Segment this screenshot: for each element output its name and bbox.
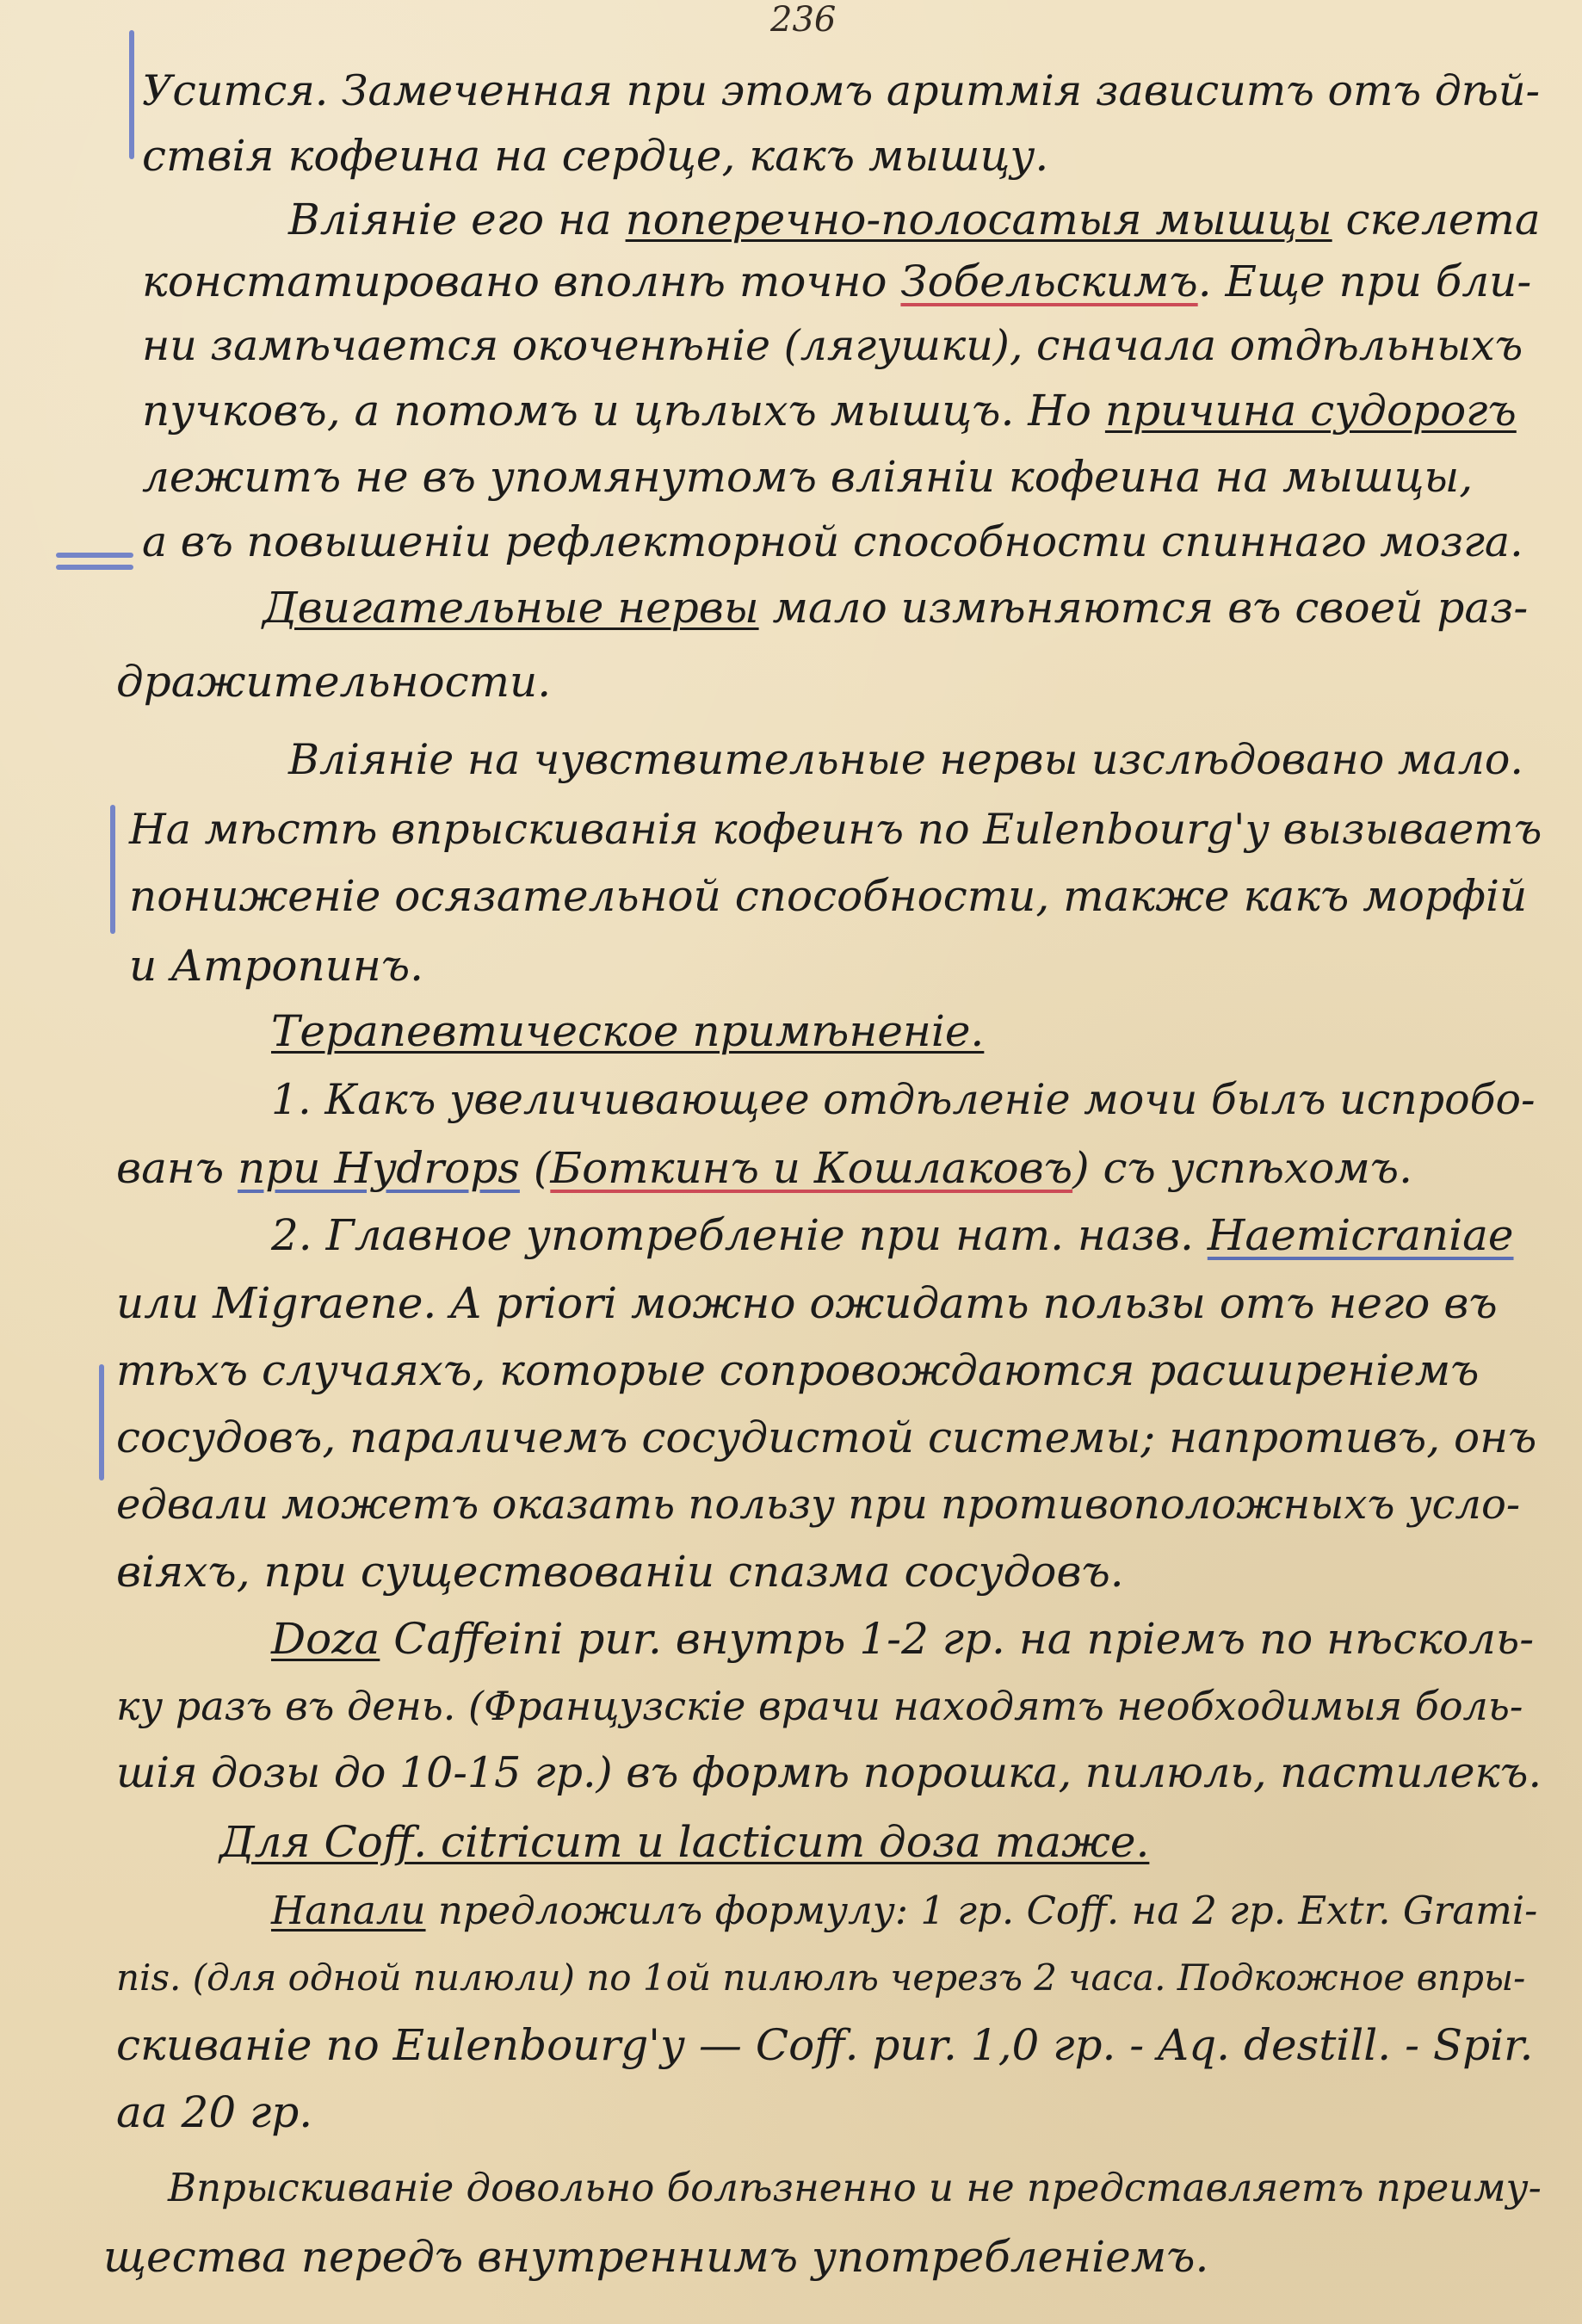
text-segment: ( xyxy=(519,1143,551,1193)
page-number: 236 xyxy=(770,0,837,40)
text-segment: . Еще при бли- xyxy=(1197,257,1532,306)
text-line-33: щества передъ внутреннимъ употребленіемъ. xyxy=(103,2232,1209,2282)
text-line-30: скиваніе по Eulenbourg'у — Coff. pur. 1,0 гр. - Aq. destill. - Spir. xyxy=(116,2020,1534,2070)
text-line-32: Впрыскиваніе довольно болѣзненно и не представляетъ преиму- xyxy=(168,2165,1542,2210)
text-line-12: На мѣстѣ впрыскиванія кофеинъ по Eulenbourg'у вызываетъ xyxy=(129,805,1542,854)
text-line-13: пониженіе осязательной способности, также какъ морфій xyxy=(129,871,1528,921)
underlined-term: при Hydrops xyxy=(238,1143,520,1193)
text-line-18 xyxy=(271,1209,1514,1261)
text-line-29: nis. (для одной пилюли) по 1ой пилюлѣ черезъ 2 часа. Подкожное впры- xyxy=(116,1956,1526,1999)
margin-mark-middle xyxy=(110,805,115,934)
text-segment: констатировано вполнѣ точно xyxy=(142,257,901,306)
underlined-term: поперечно-полосатыя мышцы xyxy=(625,195,1332,244)
text-line-21: сосудовъ, параличемъ сосудистой системы; напротивъ, онъ xyxy=(116,1412,1537,1462)
underlined-name: Зобельскимъ xyxy=(900,257,1198,306)
text-line-31: aa 20 гр. xyxy=(116,2087,313,2137)
underlined-term: причина судорогъ xyxy=(1104,386,1517,436)
underlined-term: Двигательные нервы xyxy=(263,583,759,633)
text-segment: скелета xyxy=(1332,195,1541,244)
text-line-25: ку разъ въ день. (Французскіе врачи находятъ необходимыя боль- xyxy=(116,1683,1523,1729)
text-line-2: ствія кофеина на сердце, какъ мышцу. xyxy=(142,131,1049,181)
text-line-24 xyxy=(271,1613,1534,1665)
text-line-28 xyxy=(271,1885,1537,1937)
text-segment: мало измѣняются въ своей раз- xyxy=(758,583,1529,633)
underlined-term: Doza xyxy=(271,1614,380,1664)
text-segment: 2. Главное употребленіе при нат. назв. xyxy=(271,1210,1208,1260)
text-line-9 xyxy=(263,582,1528,634)
text-segment: ) съ успѣхомъ. xyxy=(1072,1143,1413,1193)
underlined-term: Haemicraniae xyxy=(1207,1210,1514,1260)
text-line-14: и Атропинъ. xyxy=(129,941,424,991)
margin-mark-double-2 xyxy=(56,565,133,570)
text-line-26: шія дозы до 10-15 гр.) въ формѣ порошка, пилюль, пастилекъ. xyxy=(116,1748,1542,1797)
text-line-17 xyxy=(116,1142,1412,1194)
text-line-5: ни замѣчается окоченѣніе (лягушки), сначала отдѣльныхъ xyxy=(142,321,1523,370)
text-line-8: а въ повышеніи рефлекторной способности спиннаго мозга. xyxy=(142,517,1523,566)
text-segment: пучковъ, а потомъ и цѣлыхъ мышцъ. Но xyxy=(142,386,1105,436)
text-line-11: Вліяніе на чувствительные нервы изслѣдовано мало. xyxy=(288,735,1523,784)
text-line-7: лежитъ не въ упомянутомъ вліяніи кофеина на мышцы, xyxy=(142,452,1474,502)
text-segment: Вліяніе его на xyxy=(288,195,626,244)
text-line-16: 1. Какъ увеличивающее отдѣленіе мочи былъ испробо- xyxy=(271,1075,1536,1124)
text-line-4 xyxy=(142,256,1531,307)
text-line-3 xyxy=(288,194,1541,245)
section-heading: Терапевтическое примѣненіе. xyxy=(271,1006,985,1056)
text-line-27: Для Coff. citricum и lacticum доза таже. xyxy=(219,1817,1150,1867)
margin-mark-lower xyxy=(99,1364,104,1480)
text-line-20: тѣхъ случаяхъ, которые сопровождаются расширеніемъ xyxy=(116,1345,1480,1395)
text-line-10: дражительности. xyxy=(116,657,552,707)
text-line-23: віяхъ, при существованіи спазма сосудовъ. xyxy=(116,1547,1124,1597)
text-segment: предложилъ формулу: 1 гр. Coff. на 2 гр. Extr. Grami- xyxy=(425,1888,1538,1933)
text-line-19: или Migraene. A priori можно ожидать пользы отъ него въ xyxy=(116,1278,1498,1328)
text-segment: ванъ xyxy=(116,1143,238,1193)
margin-mark-double-1 xyxy=(56,553,133,558)
text-segment: Caffeini pur. внутрь 1-2 гр. на пріемъ по нѣсколь- xyxy=(380,1614,1535,1664)
underlined-name: Боткинъ и Кошлаковъ xyxy=(550,1143,1073,1193)
text-line-1: Усится. Замеченная при этомъ аритмія зависитъ отъ дѣй- xyxy=(142,66,1541,115)
text-line-6 xyxy=(142,385,1517,436)
underlined-name: Напали xyxy=(271,1888,426,1933)
margin-mark-top xyxy=(129,30,134,159)
text-line-22: едвали можетъ оказать пользу при противоположныхъ усло- xyxy=(116,1480,1521,1529)
